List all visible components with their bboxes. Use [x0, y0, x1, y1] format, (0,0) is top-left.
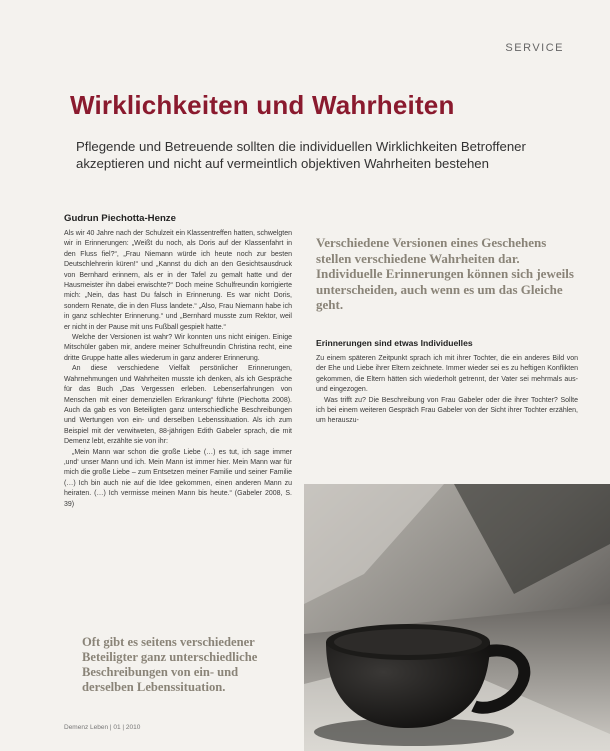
body-paragraph: Als wir 40 Jahre nach der Schulzeit ein Klassentreffen hatten, schwelgten wir in Erinnerungen: „Weißt du noch, als Doris auf der Klassenfahrt in den Fluss fiel?“, „Frau Niemann würde ich heute noch zur besten Deutschlehrerin küren!“ und „Kannst du dich an den Gesichtsausdruck von Bernhard erinnern, als er in der Tafel zu gemalt hatte und der Hausmeister ihn dabei erwischte?“ Doch meine Schulfreundin korrigierte mich: „Nein, das hast Du falsch in Erinnerung. Es war nicht Doris, sondern Renate, die in den Fluss landete.“ „Also, Frau Niemann habe ich in ganz schlechter Erinnerung.“ und „Bernhard musste zum Rektor, weil er nicht in der Pause mit uns Fußball gespielt hatte.“: [64, 230, 292, 331]
section-subheading: Erinnerungen sind etwas Individuelles: [316, 338, 473, 348]
pullquote-bottom: Oft gibt es seitens verschiedener Beteiligter ganz unterschiedliche Beschreibungen von ein- und derselben Lebenssituation.: [82, 635, 258, 694]
page-footer: Demenz Leben | 01 | 2010: [64, 724, 141, 731]
body-paragraph: An diese verschiedene Vielfalt persönlicher Erinnerungen, Wahrnehmungen und Wahrheiten musste ich denken, als ich Gespräche für das Buch „Das Vergessen erleben. Lebenserfahrungen von Menschen mit einer demenziellen Erkrankung“ führte (Piechotta 2008). Auch da gab es von Beteiligten ganz unterschiedliche Beschreibungen und Wertungen von ein- und derselben Lebenssituation. Als ich zum Beispiel mit der verwitweten, 88-jährigen Edith Gabeler sprach, die mit Demenz lebt, erzählte sie von ihr:: [64, 365, 292, 446]
cup-photo: [304, 484, 610, 751]
article-title: Wirklichkeiten und Wahrheiten: [70, 90, 455, 120]
author-name: Gudrun Piechotta-Henze: [64, 213, 176, 224]
body-paragraph: Was trifft zu? Die Beschreibung von Frau Gabeler oder die ihrer Tochter? Sollte ich bei einem weiteren Gespräch Frau Gabeler von der Sicht ihrer Tochter erzählen, um herauszu-: [316, 396, 578, 425]
body-paragraph: Welche der Versionen ist wahr? Wir konnten uns nicht einigen. Einige Mitschüler gaben mir, andere meiner Schulfreundin Christina recht, eine dritte Gruppe hatte alles wiederum in ganz anderer Erinnerung.: [64, 334, 292, 362]
body-paragraph: Zu einem späteren Zeitpunkt sprach ich mit ihrer Tochter, die ein anderes Bild von der Ehe und Liebe ihrer Eltern zeichnete. Immer wieder sei es zu heftigen Konflikten gekommen, die Eltern hätten sich wiederholt getrennt, der Vater sei mehrmals aus- und eingezogen.: [316, 355, 578, 394]
body-quote: „Mein Mann war schon die große Liebe (…) es tut, ich sage immer ‚und‘ unser Mann und ich. Mein Mann ist immer hier. Mein Mann war für mich die große Liebe – zum Entsetzen meiner Familie und seiner Familie (…) Ich bin auch nie auf die Idee gekommen, einen anderen Mann zu heiraten. (…) Ich vermisse meinen Mann bis heute.“ (Gabeler 2008, S. 39): [64, 448, 292, 508]
article-subtitle: Pflegende und Betreuende sollten die individuellen Wirklichkeiten Betroffener akzeptieren und nicht auf vermeintlich objektiven Wahrheiten bestehen: [76, 139, 526, 171]
section-label: SERVICE: [505, 42, 564, 54]
right-column: [316, 354, 578, 427]
left-column: [64, 229, 292, 510]
pullquote-right: Verschiedene Versionen eines Geschehens stellen verschiedene Wahrheiten dar. Individuelle Erinnerungen können sich jeweils unterscheiden, auch wenn es um das Gleiche geht.: [316, 235, 574, 313]
cup-photo-illustration: [304, 484, 610, 751]
